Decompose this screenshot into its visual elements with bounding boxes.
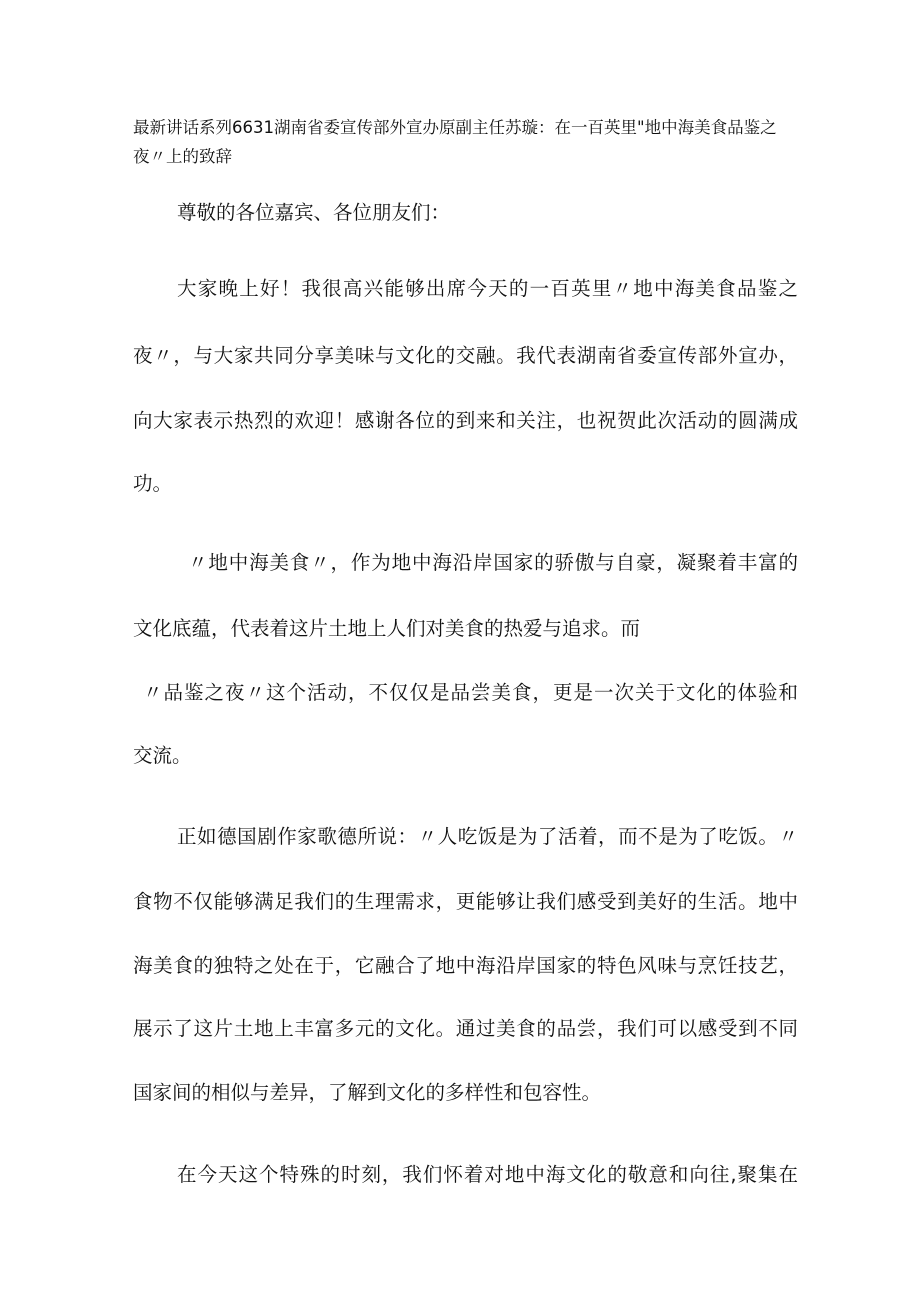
body-line: 〃品鉴之夜〃这个活动，不仅仅是品尝美食，更是一次关于文化的体验和 (143, 681, 798, 704)
body-line: 向大家表示热烈的欢迎！感谢各位的到来和关注，也祝贺此次活动的圆满成 (133, 409, 798, 432)
body-line: 展示了这片土地上丰富多元的文化。通过美食的品尝，我们可以感受到不同 (133, 1017, 798, 1040)
body-line: 海美食的独特之处在于，它融合了地中海沿岸国家的特色风味与烹饪技艺， (133, 954, 798, 977)
body-line: 大家晚上好！我很高兴能够出席今天的一百英里〃地中海美食品鉴之 (177, 277, 798, 300)
body-line: 夜〃，与大家共同分享美味与文化的交融。我代表湖南省委宣传部外宣办， (133, 344, 798, 367)
body-line: 功。 (133, 472, 173, 495)
body-line: 正如德国剧作家歌德所说：〃人吃饭是为了活着，而不是为了吃饭。〃 (177, 825, 798, 848)
body-line: 文化底蕴，代表着这片土地上人们对美食的热爱与追求。而 (133, 617, 641, 640)
body-line: 交流。 (133, 744, 192, 767)
body-line: 食物不仅能够满足我们的生理需求，更能够让我们感受到美好的生活。地中 (133, 890, 798, 913)
document-title: 最新讲话系列6631湖南省委宣传部外宣办原副主任苏璇：在一百英里"地中海美食品鉴之夜〃上的致辞 (133, 118, 777, 166)
body-line: 〃地中海美食〃，作为地中海沿岸国家的骄傲与自豪，凝聚着丰富的 (188, 551, 798, 574)
body-line: 尊敬的各位嘉宾、各位朋友们： (177, 201, 451, 224)
body-line: 在今天这个特殊的时刻，我们怀着对地中海文化的敬意和向往,聚集在 (177, 1163, 798, 1186)
body-line: 国家间的相似与差异，了解到文化的多样性和包容性。 (133, 1081, 602, 1104)
